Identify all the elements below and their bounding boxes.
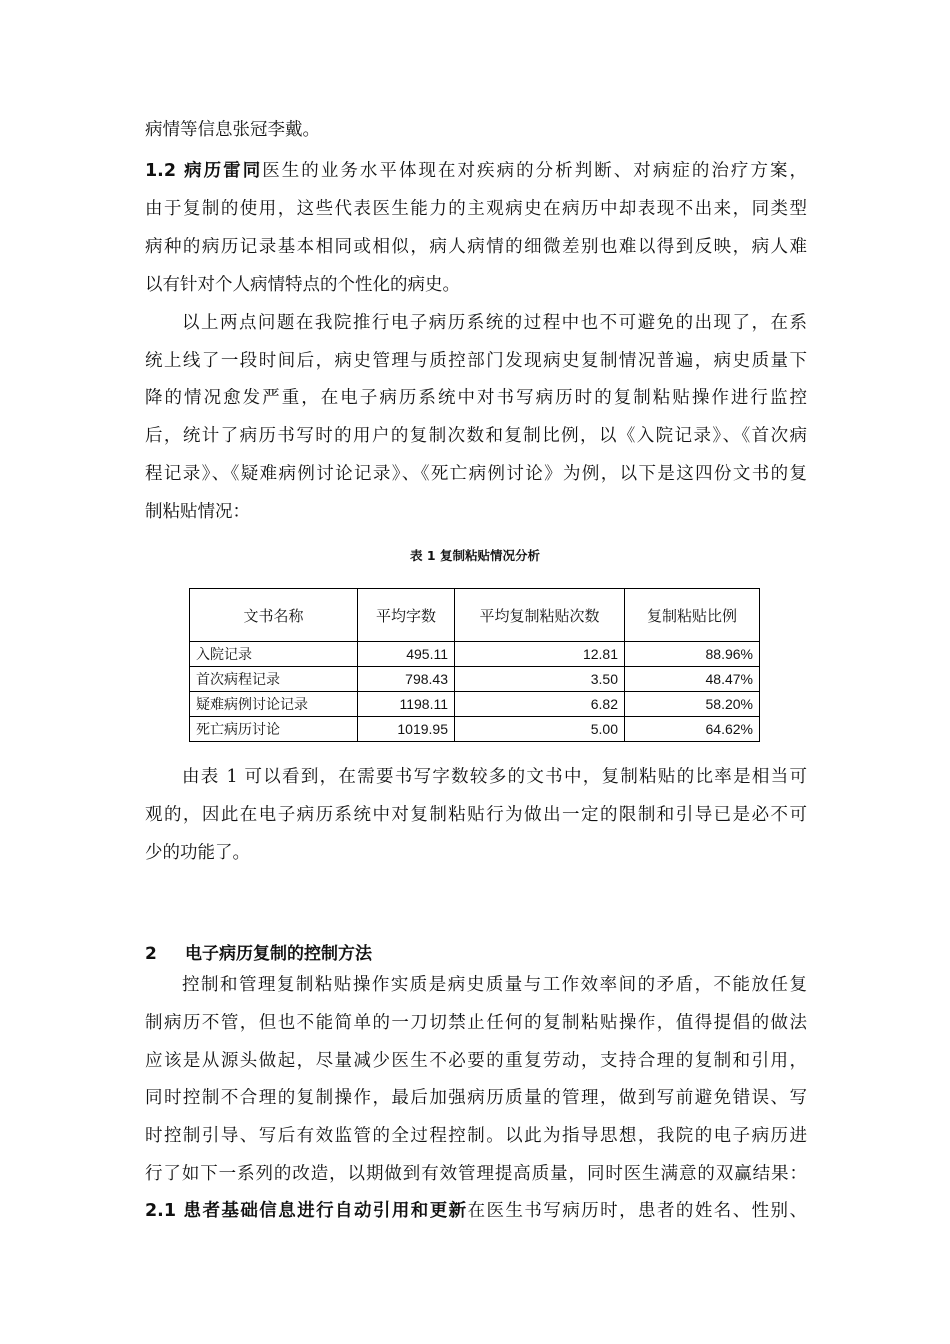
table-cell: 1019.95: [358, 717, 455, 742]
table-cell: 798.43: [358, 667, 455, 692]
table-cell: 首次病程记录: [190, 667, 358, 692]
table-cell: 死亡病历讨论: [190, 717, 358, 742]
section-2-1-heading: 2.1 患者基础信息进行自动引用和更新: [145, 1201, 468, 1221]
table-cell: 1198.11: [358, 692, 455, 717]
table-caption: 表 1 复制粘贴情况分析: [410, 548, 540, 563]
paragraph-line: 时控制引导、写后有效监管的全过程控制。以此为指导思想，我院的电子病历进: [145, 1126, 807, 1146]
paragraph-line: 制粘贴情况：: [145, 502, 250, 522]
section-1-2-heading: 1.2 病历雷同: [145, 161, 263, 181]
paragraph-line: 控制和管理复制粘贴操作实质是病史质量与工作效率间的矛盾，不能放任复: [182, 975, 807, 995]
table-cell: 3.50: [455, 667, 625, 692]
table-header-cell: 复制粘贴比例: [625, 589, 760, 642]
paragraph-line: 少的功能了。: [145, 843, 250, 863]
paragraph-line: 观的，因此在电子病历系统中对复制粘贴行为做出一定的限制和引导已是必不可: [145, 805, 807, 825]
table-cell: 64.62%: [625, 717, 760, 742]
paragraph-line: 制病历不管，但也不能简单的一刀切禁止任何的复制粘贴操作，值得提倡的做法: [145, 1013, 807, 1033]
paragraph-line: 病情等信息张冠李戴。: [145, 120, 320, 140]
table-row: [190, 717, 760, 742]
section-2-number: 2: [145, 944, 157, 964]
paragraph-line: 以上两点问题在我院推行电子病历系统的过程中也不可避免的出现了，在系: [182, 313, 807, 333]
table-row: [190, 692, 760, 717]
table-cell: 88.96%: [625, 642, 760, 667]
paragraph-line: 程记录》、《疑难病例讨论记录》、《死亡病例讨论》为例，以下是这四份文书的复: [145, 464, 807, 484]
section-1-2-text: 医生的业务水平体现在对疾病的分析判断、对病症的治疗方案，: [262, 161, 808, 181]
paragraph-line: 降的情况愈发严重，在电子病历系统中对书写病历时的复制粘贴操作进行监控: [145, 388, 807, 408]
table-cell: 495.11: [358, 642, 455, 667]
copy-paste-table: [189, 588, 760, 742]
table-cell: 入院记录: [190, 642, 358, 667]
section-1-2-line: [145, 159, 807, 183]
section-2-title: 电子病历复制的控制方法: [185, 944, 372, 964]
table-header-cell: 文书名称: [190, 589, 358, 642]
table-cell: 12.81: [455, 642, 625, 667]
paragraph-line: 由于复制的使用，这些代表医生能力的主观病史在病历中却表现不出来，同类型: [145, 199, 807, 219]
paragraph-line: 同时控制不合理的复制操作，最后加强病历质量的管理，做到写前避免错误、写: [145, 1088, 807, 1108]
section-2-1-text: 在医生书写病历时，患者的姓名、性别、: [467, 1201, 807, 1221]
table-cell: 6.82: [455, 692, 625, 717]
section-2-1-line: [145, 1199, 807, 1223]
paragraph-line: 应该是从源头做起，尽量减少医生不必要的重复劳动，支持合理的复制和引用，: [145, 1051, 807, 1071]
table-cell: 疑难病例讨论记录: [190, 692, 358, 717]
table-cell: 5.00: [455, 717, 625, 742]
table-cell: 58.20%: [625, 692, 760, 717]
table-row: [190, 642, 760, 667]
paragraph-line: 后，统计了病历书写时的用户的复制次数和复制比例，以《入院记录》、《首次病: [145, 426, 807, 446]
section-2-heading: [145, 939, 372, 964]
table-header-cell: 平均复制粘贴次数: [455, 589, 625, 642]
paragraph-line: 由表 1 可以看到，在需要书写字数较多的文书中，复制粘贴的比率是相当可: [182, 767, 807, 787]
paragraph-line: 以有针对个人病情特点的个性化的病史。: [145, 275, 460, 295]
table-row: [190, 667, 760, 692]
table-header-cell: 平均字数: [358, 589, 455, 642]
paragraph-line: 统上线了一段时间后，病史管理与质控部门发现病史复制情况普遍，病史质量下: [145, 351, 807, 371]
paragraph-line: 行了如下一系列的改造，以期做到有效管理提高质量，同时医生满意的双赢结果：: [145, 1164, 807, 1184]
table-cell: 48.47%: [625, 667, 760, 692]
paragraph-line: 病种的病历记录基本相同或相似，病人病情的细微差别也难以得到反映，病人难: [145, 237, 807, 257]
table-header-row: [190, 589, 760, 642]
